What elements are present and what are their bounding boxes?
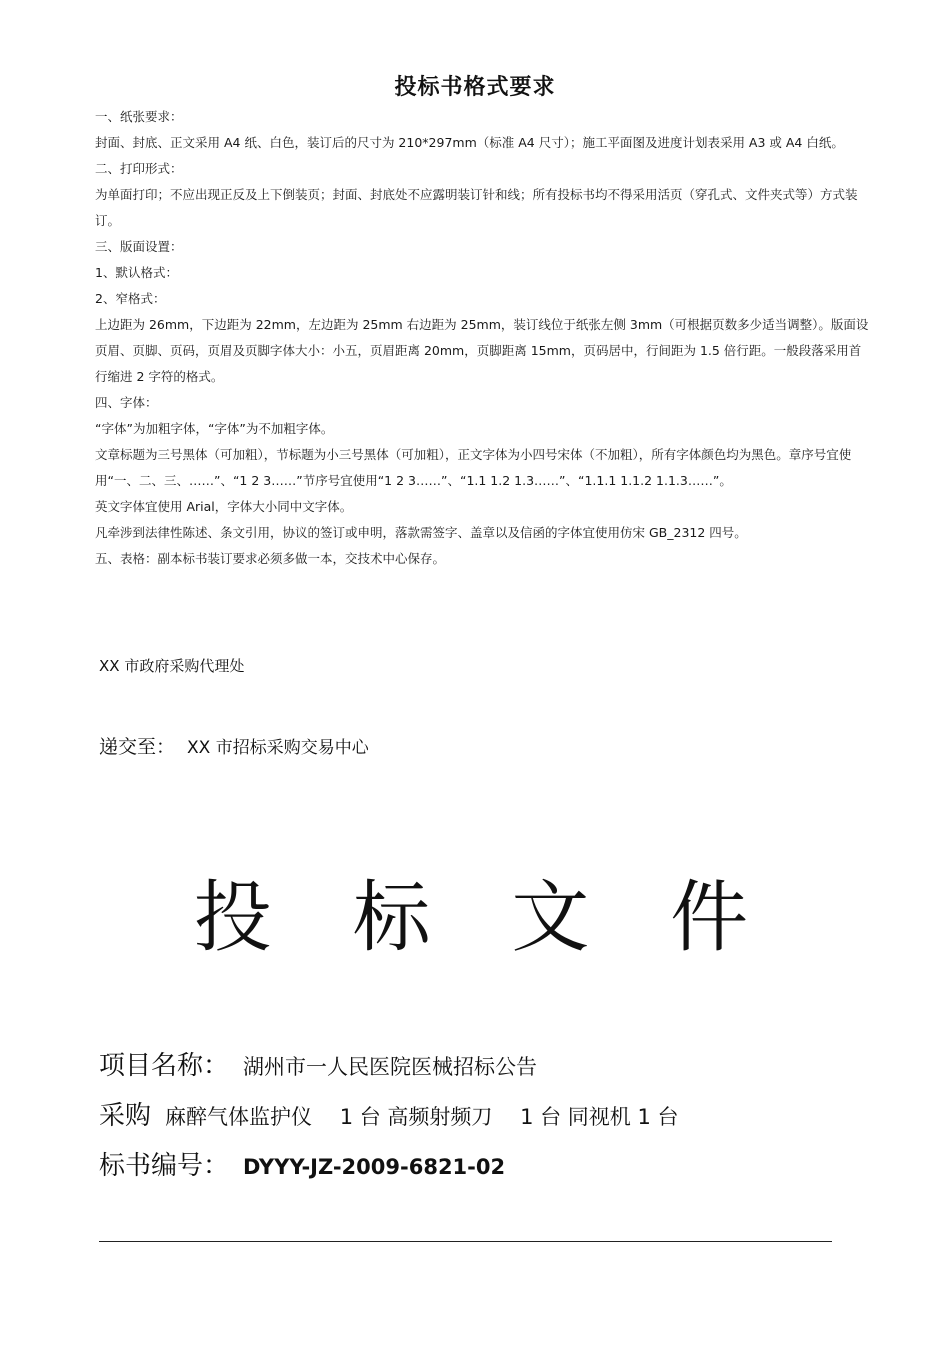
project-name-row [99, 1045, 537, 1082]
rule-line: 五、表格：副本标书装订要求必须多做一本，交技术中心保存。 [95, 551, 446, 566]
rule-line: 凡牵涉到法律性陈述、条文引用，协议的签订或申明，落款需签字、盖章以及信函的字体宜使用仿宋 GB_2312 四号。 [95, 525, 747, 540]
rule-line: 英文字体宜使用 Arial，字体大小同中文字体。 [95, 499, 353, 514]
deliver-to [99, 732, 369, 759]
rule-line: 为单面打印；不应出现正反及上下倒装页；封面、封底处不应露明装订针和线；所有投标书均不得采用活页（穿孔式、文件夹式等）方式装订。 [95, 187, 858, 228]
purchase-value: 麻醉气体监护仪 1 台 高频射频刀 1 台 同视机 1 台 [165, 1105, 679, 1129]
format-rules [95, 104, 870, 572]
rule-line: 三、版面设置： [95, 239, 183, 254]
cover-big-title: 投 标 文 件 [193, 873, 777, 963]
rule-line: 1、默认格式： [95, 265, 178, 280]
purchase-row [99, 1095, 679, 1132]
rule-line: 封面、封底、正文采用 A4 纸、白色，装订后的尺寸为 210*297mm（标准 A4 尺寸）；施工平面图及进度计划表采用 A3 或 A4 白纸。 [95, 135, 844, 150]
number-label: 标书编号： [99, 1151, 230, 1181]
rule-line: 二、打印形式： [95, 161, 183, 176]
deliver-value: XX 市招标采购交易中心 [187, 738, 369, 758]
number-value: DYYY-JZ-2009-6821-02 [243, 1155, 506, 1179]
purchase-label: 采购 [99, 1101, 152, 1131]
project-value: 湖州市一人民医院医械招标公告 [243, 1055, 538, 1079]
rule-line: 四、字体： [95, 395, 158, 410]
rule-line: 一、纸张要求： [95, 109, 183, 124]
agency-name: XX 市政府采购代理处 [99, 657, 245, 675]
project-label: 项目名称： [99, 1051, 230, 1081]
rule-line: 上边距为 26mm，下边距为 22mm，左边距为 25mm 右边距为 25mm，装订线位于纸张左侧 3mm（可根据页数多少适当调整）。版面设页眉、页脚、页码，页眉及页脚字体大小：小五，页眉距离 20mm，页脚距离 15mm，页码居中，行间距为 1.5 倍行距。一般段落采用首行缩进 2 字符的格式。 [95, 317, 869, 384]
page-title: 投标书格式要求 [394, 75, 556, 100]
bottom-divider [99, 1241, 832, 1242]
rule-line: 2、窄格式： [95, 291, 166, 306]
deliver-label: 递交至： [99, 736, 176, 758]
bid-number-row [99, 1145, 505, 1182]
rule-line: “字体”为加粗字体，“字体”为不加粗字体。 [95, 421, 334, 436]
rule-line: 文章标题为三号黑体（可加粗），节标题为小三号黑体（可加粗），正文字体为小四号宋体（不加粗），所有字体颜色均为黑色。章序号宜使用“一、二、三、……”、“1 2 3……”节序号宜使用“1 2 3……”、“1.1 1.2 1.3……”、“1.1.1 1.1.2 1.1.3……”。 [95, 447, 852, 488]
